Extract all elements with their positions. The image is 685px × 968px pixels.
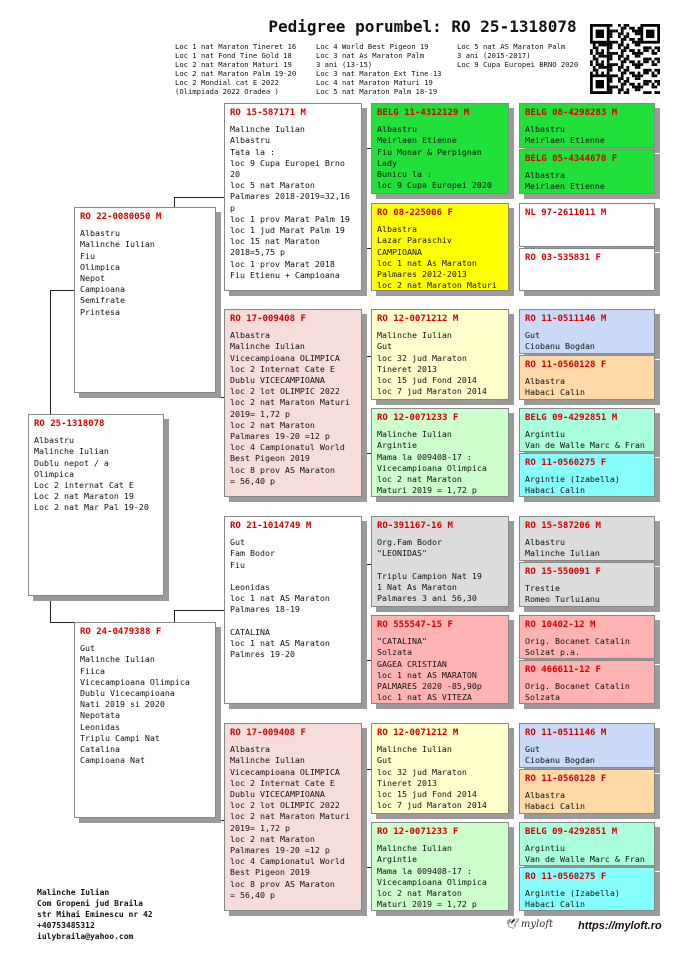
card-line: loc 1 nat AS Maraton bbox=[230, 638, 330, 649]
card-line: Palmares 19-20 =12 p bbox=[230, 431, 330, 442]
ring-number: RO 11-0511146 M bbox=[525, 728, 607, 738]
card-line: loc 1 nat AS MARATON bbox=[377, 669, 477, 680]
card-line: Best Pigeon 2019 bbox=[230, 867, 310, 878]
card-line: Malinche Iulian bbox=[230, 755, 305, 766]
card-line: Olimpica bbox=[80, 261, 120, 272]
logo-text: myloft bbox=[520, 919, 553, 930]
card-line: Habaci Calin bbox=[525, 801, 585, 812]
card-line: Palmres 19-20 bbox=[230, 649, 295, 660]
card-line: loc 4 Campionatul World bbox=[230, 856, 345, 867]
card-line: loc 32 jud Maraton bbox=[377, 766, 467, 777]
card-line: Solzata bbox=[377, 647, 412, 658]
card-line: loc 1 prov Marat 2018 bbox=[230, 258, 335, 269]
card-line: Malinche Iulian bbox=[377, 429, 452, 440]
card-line: = 56,40 p bbox=[230, 475, 275, 486]
card-line: Albastru bbox=[525, 537, 565, 548]
great-grandparent-card[interactable] bbox=[371, 408, 509, 497]
gg-grandparent-card[interactable] bbox=[519, 822, 655, 866]
card-line: Loc 2 nat Mar Pal 19-20 bbox=[34, 502, 149, 513]
connector-line bbox=[50, 290, 51, 414]
card-line: Best Pigeon 2019 bbox=[230, 453, 310, 464]
card-line: Habaci Calin bbox=[525, 387, 585, 398]
card-line: Orig. Bocanet Catalin bbox=[525, 636, 630, 647]
card-line: Malinche Iulian bbox=[80, 239, 155, 250]
card-line: Mama la 009408-17 : bbox=[377, 865, 472, 876]
ring-number: RO 12-0071233 F bbox=[377, 827, 459, 837]
card-line: 20 bbox=[230, 169, 240, 180]
card-line: Dublu VICECAMPIOANA bbox=[230, 789, 325, 800]
card-line: Meirlaen Etienne bbox=[525, 135, 605, 146]
gg-grandparent-card[interactable] bbox=[519, 248, 655, 291]
card-line: Gut bbox=[377, 755, 392, 766]
card-line: Bunicu la : bbox=[377, 169, 432, 180]
card-line: Lady bbox=[377, 157, 397, 168]
card-line: Malinche Iulian bbox=[230, 341, 305, 352]
card-line: 2019= 1,72 p bbox=[230, 408, 290, 419]
card-line: loc 15 jud Fond 2014 bbox=[377, 375, 477, 386]
card-line: Palmares 19-20 =12 p bbox=[230, 845, 330, 856]
card-line: Ciobanu Bogdan bbox=[525, 755, 595, 766]
card-line: CATALINA bbox=[230, 626, 270, 637]
result-line: Loc 1 nat Maraton Tineret 16 bbox=[175, 42, 297, 51]
ring-number: RO 11-0511146 M bbox=[525, 314, 607, 324]
card-line: Loc 2 internat Cat E bbox=[34, 480, 134, 491]
ring-number: RO 15-587171 M bbox=[230, 108, 306, 118]
card-line: Vicecampioana OLIMPICA bbox=[230, 766, 340, 777]
card-line: Malinche Iulian bbox=[230, 124, 305, 135]
card-line: Solzata bbox=[525, 692, 560, 703]
gg-grandparent-card[interactable] bbox=[519, 867, 655, 911]
ring-number: RO 11-0560128 F bbox=[525, 360, 607, 370]
ring-number: RO 15-587206 M bbox=[525, 521, 601, 531]
card-line: Malinche Iulian bbox=[34, 446, 109, 457]
card-line: Triplu Campion Nat 19 bbox=[377, 570, 482, 581]
card-line: Palmares 2018-2019=32,16 bbox=[230, 191, 350, 202]
card-line: Ciobanu Bogdan bbox=[525, 341, 595, 352]
connector-line bbox=[50, 622, 74, 623]
gg-grandparent-card[interactable] bbox=[519, 355, 655, 400]
connector-line bbox=[362, 453, 371, 454]
card-line: loc 4 Campionatul World bbox=[230, 442, 345, 453]
card-line: PALMARES 2020 -85,90p bbox=[377, 681, 482, 692]
gg-grandparent-card[interactable] bbox=[519, 408, 655, 452]
card-line: loc 5 nat Maraton bbox=[230, 180, 315, 191]
card-line: "LEONIDAS" bbox=[377, 548, 427, 559]
card-line: Campioana bbox=[80, 284, 125, 295]
card-line: Catalina bbox=[80, 744, 120, 755]
card-line: 1 Nat As Maraton bbox=[377, 582, 457, 593]
connector-line bbox=[362, 248, 371, 249]
result-line: Loc 1 nat Fond Tine Gold 18 bbox=[175, 51, 292, 60]
grandparent-card[interactable] bbox=[224, 103, 362, 291]
ring-number: RO 17-009408 F bbox=[230, 314, 306, 324]
card-line: Orig. Bocanet Catalin bbox=[525, 681, 630, 692]
card-line: Palmares 2012-2013 bbox=[377, 269, 467, 280]
card-line: Fam Bodor bbox=[230, 548, 275, 559]
card-line: Gut bbox=[525, 330, 540, 341]
card-line: Gut bbox=[230, 537, 245, 548]
card-line: Loc 2 nat Maraton 19 bbox=[34, 491, 134, 502]
card-line: Albastru bbox=[34, 435, 74, 446]
card-line: Semifrate bbox=[80, 295, 125, 306]
dam-card[interactable] bbox=[74, 622, 216, 818]
card-line: Albastru bbox=[525, 124, 565, 135]
great-grandparent-card[interactable] bbox=[371, 723, 509, 814]
card-line: loc 2 lot OLIMPIC 2022 bbox=[230, 386, 340, 397]
card-line: loc 7 jud Maraton 2014 bbox=[377, 386, 487, 397]
result-line: Loc 4 World Best Pigeon 19 bbox=[316, 42, 429, 51]
results-col-1 bbox=[175, 42, 296, 96]
card-line: Argintiu bbox=[525, 843, 565, 854]
myloft-logo bbox=[505, 919, 553, 930]
connector-line bbox=[50, 596, 51, 622]
card-line: loc 2 nat Maraton Maturi bbox=[377, 280, 497, 291]
result-line: Loc 5 nat AS Maraton Palm bbox=[457, 42, 566, 51]
result-line: Loc 9 Cupa Europei BRNO 2020 bbox=[457, 60, 579, 69]
gg-grandparent-card[interactable] bbox=[519, 149, 655, 194]
card-line: loc 2 nat Maraton Maturi bbox=[230, 811, 350, 822]
gg-grandparent-card[interactable] bbox=[519, 769, 655, 814]
card-line: Tineret 2013 bbox=[377, 777, 437, 788]
ring-number: BELG 09-4292851 M bbox=[525, 413, 618, 423]
card-line: Meirlaen Etienne bbox=[525, 181, 605, 192]
card-line: loc 2 nat Maraton bbox=[230, 419, 315, 430]
card-line: Vicecampioana Olimpica bbox=[377, 876, 487, 887]
ring-number: BELG 08-4298283 M bbox=[525, 108, 618, 118]
result-line: Loc 2 nat Maraton Maturi 19 bbox=[175, 60, 292, 69]
ring-number: RO 03-535831 F bbox=[525, 253, 601, 263]
card-line: "CATALINA" bbox=[377, 636, 427, 647]
card-line: Albastra bbox=[525, 790, 565, 801]
card-line: p bbox=[230, 202, 235, 213]
card-line: loc 2 Internat Cate E bbox=[230, 363, 335, 374]
card-line: Leonidas bbox=[80, 721, 120, 732]
card-line: loc 9 Cupa Europei Brno bbox=[230, 157, 345, 168]
gg-grandparent-card[interactable] bbox=[519, 615, 655, 659]
connector-line bbox=[362, 564, 371, 565]
card-line: Printesa bbox=[80, 306, 120, 317]
card-line: Malinche Iulian bbox=[80, 654, 155, 665]
ring-number: RO 12-0071212 M bbox=[377, 728, 459, 738]
card-line: loc 1 nat As Maraton bbox=[377, 257, 477, 268]
card-line: loc 7 jud Maraton 2014 bbox=[377, 800, 487, 811]
card-line: Tata la : bbox=[230, 146, 275, 157]
sire-card[interactable] bbox=[74, 207, 216, 393]
card-line: loc 1 nat AS Maraton bbox=[230, 593, 330, 604]
connector-line bbox=[174, 610, 224, 611]
card-line: Albastra bbox=[525, 170, 565, 181]
owner-line: str Mihai Eminescu nr 42 bbox=[37, 910, 153, 919]
card-line: Vicecampioana Olimpica bbox=[377, 462, 487, 473]
ring-number: RO 12-0071212 M bbox=[377, 314, 459, 324]
card-line: Van de Walle Marc & Fran bbox=[525, 440, 645, 451]
card-line: Fiica bbox=[80, 665, 105, 676]
great-grandparent-card[interactable] bbox=[371, 103, 509, 194]
card-line: Fiu bbox=[230, 559, 245, 570]
owner-line: iulybraila@yahoo.com bbox=[37, 932, 134, 941]
gg-grandparent-card[interactable] bbox=[519, 516, 655, 561]
card-line: Dublu nepot / a bbox=[34, 457, 109, 468]
owner-line: Malinche Iulian bbox=[37, 888, 110, 897]
card-line: Maturi 2019 = 1,72 p bbox=[377, 485, 477, 496]
card-line: Lazar Paraschiv bbox=[377, 235, 452, 246]
card-line: Tineret 2013 bbox=[377, 363, 437, 374]
card-line: Mama la 009408-17 : bbox=[377, 451, 472, 462]
owner-line: +40753485312 bbox=[37, 921, 95, 930]
card-line: Albastra bbox=[230, 744, 270, 755]
connector-line bbox=[174, 397, 224, 398]
result-line: (Olimpiada 2022 Oradea ) bbox=[175, 87, 279, 96]
card-line: Gut bbox=[80, 643, 95, 654]
grandparent-card[interactable] bbox=[224, 309, 362, 497]
ring-number: RO 466611-12 F bbox=[525, 665, 601, 675]
card-line: loc 1 prov Marat Palm 19 bbox=[230, 213, 350, 224]
result-line: Loc 3 nat As Maraton Palm bbox=[316, 51, 425, 60]
result-line: Loc 3 nat Maraton Ext Tine 13 bbox=[316, 69, 442, 78]
gg-grandparent-card[interactable] bbox=[519, 562, 655, 607]
ring-number: RO 08-225006 F bbox=[377, 208, 453, 218]
card-line: Maturi 2019 = 1,72 p bbox=[377, 899, 477, 910]
connector-line bbox=[362, 867, 371, 868]
ring-number: RO 11-0560275 F bbox=[525, 872, 607, 882]
ring-number: BELG 05-4344670 F bbox=[525, 154, 618, 164]
card-line: Vicecampioana OLIMPICA bbox=[230, 352, 340, 363]
ring-number: RO 11-0560275 F bbox=[525, 458, 607, 468]
card-line: Trestie bbox=[525, 583, 560, 594]
results-col-3 bbox=[457, 42, 578, 69]
result-line: 3 ani (13-15) bbox=[316, 60, 373, 69]
great-grandparent-card[interactable] bbox=[371, 516, 509, 607]
card-line: loc 8 prov AS Maraton bbox=[230, 464, 335, 475]
great-grandparent-card[interactable] bbox=[371, 822, 509, 911]
card-line: Albastru bbox=[80, 228, 120, 239]
card-line: loc 2 nat Maraton Maturi bbox=[230, 397, 350, 408]
card-line: loc 2 Internat Cate E bbox=[230, 777, 335, 788]
card-line: Org.Fam Bodor bbox=[377, 537, 442, 548]
card-line: Dublu Vicecampioana bbox=[80, 688, 175, 699]
card-line: Albastra bbox=[525, 376, 565, 387]
owner-line: Com Gropeni jud Braila bbox=[37, 899, 143, 908]
card-line: Argintiu bbox=[525, 429, 565, 440]
grandparent-card[interactable] bbox=[224, 723, 362, 911]
card-line: loc 1 nat AS VITEZA bbox=[377, 692, 472, 703]
bird-icon: 🕊 bbox=[505, 919, 518, 930]
card-line bbox=[230, 571, 356, 582]
page-title: Pedigree porumbel: RO 25-1318078 bbox=[268, 17, 577, 36]
card-line: Vicecampioana Olimpica bbox=[80, 676, 190, 687]
owner-contact bbox=[37, 887, 153, 942]
qr-code-icon bbox=[590, 24, 660, 94]
ring-number: RO 10402-12 M bbox=[525, 620, 596, 630]
card-line: Romeo Turluianu bbox=[525, 594, 600, 605]
card-line: loc 2 nat Maraton bbox=[230, 833, 315, 844]
card-line: = 56,40 p bbox=[230, 889, 275, 900]
card-line: Fiu Etienu + Campioana bbox=[230, 269, 340, 280]
gg-grandparent-card[interactable] bbox=[519, 723, 655, 768]
card-line: Albastru bbox=[230, 135, 270, 146]
ring-number: RO-391167-16 M bbox=[377, 521, 453, 531]
card-line: Fiu bbox=[80, 250, 95, 261]
gg-grandparent-card[interactable] bbox=[519, 660, 655, 704]
ring-number: RO 22-0080050 M bbox=[80, 212, 162, 222]
card-line: loc 2 nat Maraton bbox=[377, 474, 462, 485]
card-line: Argintie (Izabella) bbox=[525, 474, 620, 485]
card-line: Malinche Iulian bbox=[377, 330, 452, 341]
card-line: Argintie bbox=[377, 440, 417, 451]
card-line: Habaci Calin bbox=[525, 899, 585, 910]
card-line: Solzat p.a. bbox=[525, 647, 580, 658]
result-line: 3 ani (2015-2017) bbox=[457, 51, 531, 60]
ring-number: BELG 09-4292851 M bbox=[525, 827, 618, 837]
card-line: 2019= 1,72 p bbox=[230, 822, 290, 833]
ring-number: RO 21-1014749 M bbox=[230, 521, 312, 531]
card-line: Nepotata bbox=[80, 710, 120, 721]
card-line: Albastru bbox=[377, 124, 417, 135]
connector-line bbox=[50, 290, 74, 291]
ring-number: RO 17-009408 F bbox=[230, 728, 306, 738]
ring-number: RO 555547-15 F bbox=[377, 620, 453, 630]
card-line: Malinche Iulian bbox=[377, 843, 452, 854]
card-line bbox=[230, 616, 356, 627]
card-line: Malinche Iulian bbox=[377, 744, 452, 755]
card-line: loc 9 Cupa Europei 2020 bbox=[377, 180, 492, 191]
card-line: Albastra bbox=[230, 330, 270, 341]
card-line: Dublu VICECAMPIOANA bbox=[230, 375, 325, 386]
website-link[interactable]: https://myloft.ro bbox=[578, 920, 662, 932]
gg-grandparent-card[interactable] bbox=[519, 103, 655, 148]
card-line: Argintie bbox=[377, 854, 417, 865]
card-line: Nepot bbox=[80, 273, 105, 284]
connector-line bbox=[362, 769, 371, 770]
card-line: Palmares 3 ani 56,30 bbox=[377, 593, 477, 604]
ring-number: RO 12-0071233 F bbox=[377, 413, 459, 423]
card-line: Fiu Monar & Perpignan bbox=[377, 146, 482, 157]
card-line: loc 8 prov AS Maraton bbox=[230, 878, 335, 889]
card-line: Habaci Calin bbox=[525, 485, 585, 496]
card-line: Gut bbox=[525, 744, 540, 755]
connector-line bbox=[362, 660, 371, 661]
card-line: loc 2 lot OLIMPIC 2022 bbox=[230, 800, 340, 811]
gg-grandparent-card[interactable] bbox=[519, 309, 655, 354]
card-line: 2018=5,75 p bbox=[230, 247, 285, 258]
card-line: Gut bbox=[377, 341, 392, 352]
card-line: GAGEA CRISTIAN bbox=[377, 658, 447, 669]
subject-card[interactable] bbox=[28, 414, 164, 596]
ring-number: RO 11-0560128 F bbox=[525, 774, 607, 784]
ring-number: NL 97-2611011 M bbox=[525, 208, 607, 218]
card-line: Palmares 18-19 bbox=[230, 604, 300, 615]
result-line: Loc 2 nat Maraton Palm 19-20 bbox=[175, 69, 297, 78]
card-line: loc 32 jud Maraton bbox=[377, 352, 467, 363]
card-line: loc 2 nat Maraton bbox=[377, 888, 462, 899]
card-line: Malinche Iulian bbox=[525, 548, 600, 559]
card-line: CAMPIOANA bbox=[377, 246, 422, 257]
card-line: loc 15 jud Fond 2014 bbox=[377, 789, 477, 800]
card-line: Nati 2019 si 2020 bbox=[80, 699, 165, 710]
card-line: Campioana Nat bbox=[80, 755, 145, 766]
card-line: loc 15 nat Maraton bbox=[230, 236, 320, 247]
great-grandparent-card[interactable] bbox=[371, 309, 509, 400]
card-line: Meirlaen Etienne bbox=[377, 135, 457, 146]
great-grandparent-card[interactable] bbox=[371, 203, 509, 291]
results-col-2 bbox=[316, 42, 442, 96]
card-line: Argintie (Izabella) bbox=[525, 888, 620, 899]
gg-grandparent-card[interactable] bbox=[519, 203, 655, 247]
ring-number: RO 25-1318078 bbox=[34, 419, 105, 429]
connector-line bbox=[362, 356, 371, 357]
card-line: Albastra bbox=[377, 224, 417, 235]
ring-number: RO 24-0479388 F bbox=[80, 627, 162, 637]
result-line: Loc 4 nat Maraton Maturi 19 bbox=[316, 78, 433, 87]
gg-grandparent-card[interactable] bbox=[519, 453, 655, 497]
card-line: Olimpica bbox=[34, 468, 74, 479]
grandparent-card[interactable] bbox=[224, 516, 362, 704]
card-line: loc 1 jud Marat Palm 19 bbox=[230, 225, 345, 236]
card-line: Leonidas bbox=[230, 582, 270, 593]
card-line: Van de Walle Marc & Fran bbox=[525, 854, 645, 865]
connector-line bbox=[174, 197, 224, 198]
card-line: Triplu Campi Nat bbox=[80, 732, 160, 743]
connector-line bbox=[174, 820, 224, 821]
result-line: Loc 2 Mondial cat E 2022 bbox=[175, 78, 279, 87]
great-grandparent-card[interactable] bbox=[371, 615, 509, 704]
card-line bbox=[377, 560, 503, 571]
connector-line bbox=[362, 148, 371, 149]
result-line: Loc 5 nat Maraton Palm 18-19 bbox=[316, 87, 438, 96]
ring-number: BELG 11-4312129 M bbox=[377, 108, 470, 118]
ring-number: RO 15-550091 F bbox=[525, 567, 601, 577]
